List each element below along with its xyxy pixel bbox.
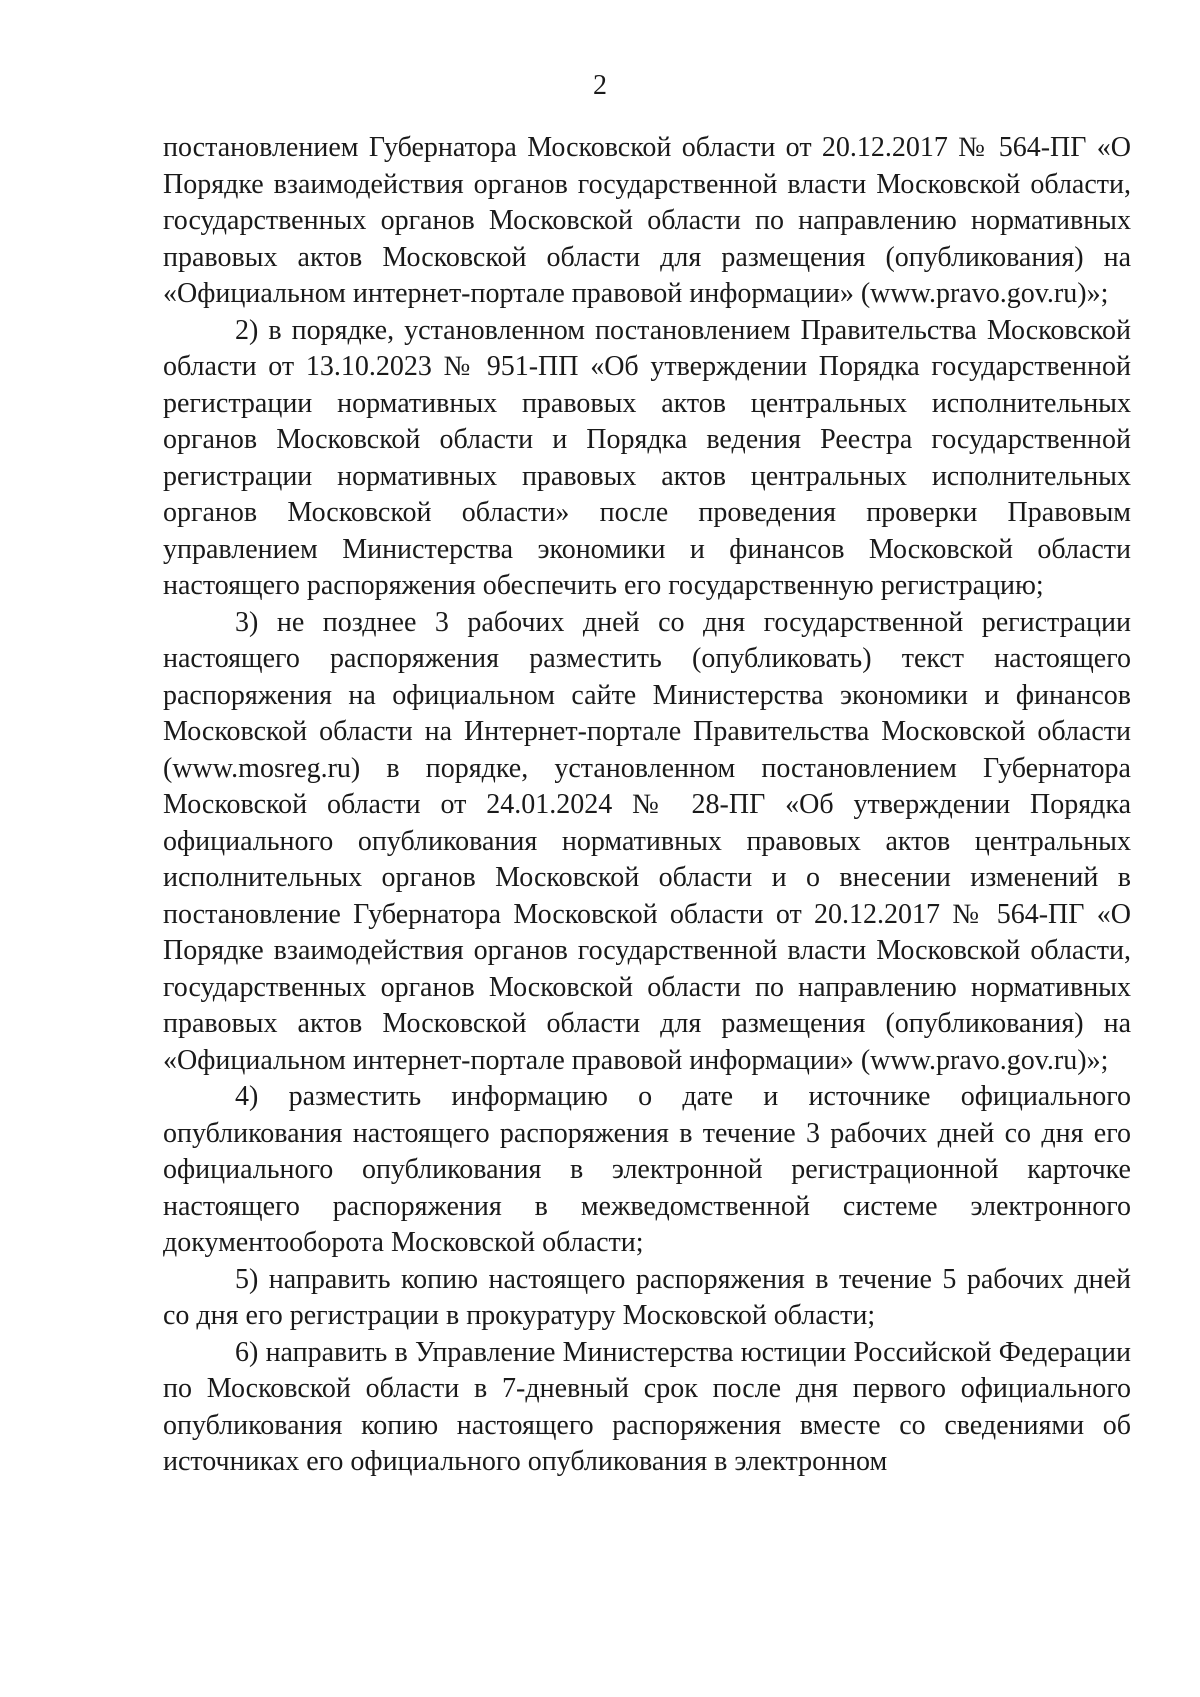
document-body (163, 130, 1131, 1481)
paragraph-item-4: 4) разместить информацию о дате и источнике официального опубликования настоящего распоряжения в течение 3 рабочих дней со дня его официального опубликования в электронной регистрационной карточке настоящего распоряжения в межведомственной системе электронного документооборота Московской области; (163, 1081, 1131, 1258)
paragraph-item-3: 3) не позднее 3 рабочих дней со дня государственной регистрации настоящего распоряжения разместить (опубликовать) текст настоящего распоряжения на официальном сайте Министерства экономики и финансов Московской области на Интернет-портале Правительства Московской области (www.mosreg.ru) в порядке, установленном постановлением Губернатора Московской области от 24.01.2024 № 28-ПГ «Об утверждении Порядка официального опубликования нормативных правовых актов центральных исполнительных органов Московской области и о внесении изменений в постановление Губернатора Московской области от 20.12.2017 № 564-ПГ «О Порядке взаимодействия органов государственной власти Московской области, государственных органов Московской области по направлению нормативных правовых актов Московской области для размещения (опубликования) на «Официальном интернет-портале правовой информации» (www.pravo.gov.ru)»; (163, 606, 1131, 1076)
page-number: 2 (593, 70, 607, 101)
paragraph-continuation: постановлением Губернатора Московской области от 20.12.2017 № 564-ПГ «О Порядке взаимодействия органов государственной власти Московской области, государственных органов Московской области по направлению нормативных правовых актов Московской области для размещения (опубликования) на «Официальном интернет-портале правовой информации» (www.pravo.gov.ru)»; (163, 132, 1131, 309)
paragraph-item-2: 2) в порядке, установленном постановлением Правительства Московской области от 13.10.2023 № 951-ПП «Об утверждении Порядка государственной регистрации нормативных правовых актов центральных исполнительных органов Московской области и Порядка ведения Реестра государственной регистрации нормативных правовых актов центральных исполнительных органов Московской области» после проведения проверки Правовым управлением Министерства экономики и финансов Московской области настоящего распоряжения обеспечить его государственную регистрацию; (163, 314, 1131, 601)
paragraph-item-5: 5) направить копию настоящего распоряжения в течение 5 рабочих дней со дня его регистрации в прокуратуру Московской области; (163, 1263, 1131, 1331)
paragraph-item-6: 6) направить в Управление Министерства юстиции Российской Федерации по Московской области в 7-дневный срок после дня первого официального опубликования копию настоящего распоряжения вместе со сведениями об источниках его официального опубликования в электронном (163, 1336, 1131, 1477)
